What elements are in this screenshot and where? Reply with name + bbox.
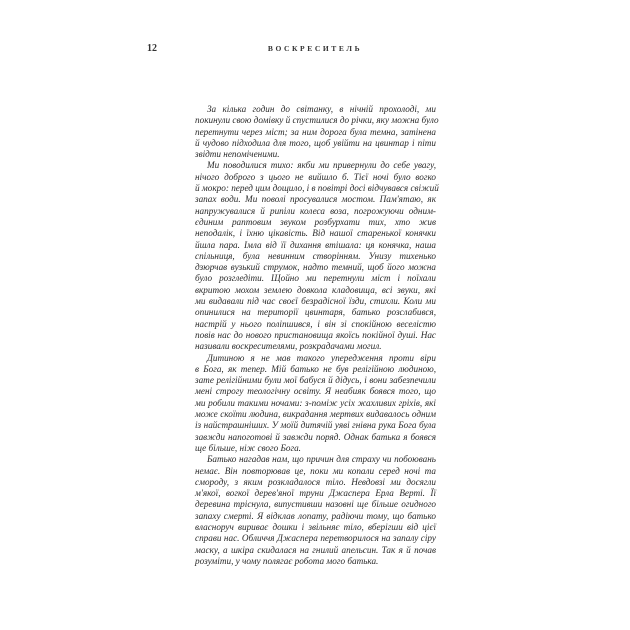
- text-line: розуміти, у чому полягає робота мого батька.: [195, 555, 379, 566]
- paragraph: [195, 160, 439, 352]
- paragraph: [195, 454, 436, 567]
- body-text: [195, 104, 439, 567]
- text-line: опинилися на території цвинтаря, батько розслабився,: [195, 307, 436, 318]
- text-line: вкритою мохом землею довкола кладовища, всі звуки, які: [195, 284, 436, 295]
- text-line: йшла пара. Імла від її дихання втішала: ця конячка, наша: [195, 239, 436, 250]
- text-line: із найстрашніших. У моїй дитячій уяві гнівна рука Бога була: [195, 420, 436, 431]
- text-line: зате релігійними були мої бабуся й дідусь, і вони забезпечили: [195, 375, 436, 386]
- text-line: маску, а шкіра скидалася на гнилий апельсин. Так я й почав: [195, 544, 436, 555]
- text-line: настрій у нього поліпшився, і він зі спокійною веселістю: [195, 318, 436, 329]
- text-line: немає. Він повторював це, поки ми копали серед ночі та: [195, 465, 436, 476]
- text-line: й мокро: перед цим дощило, і в повітрі досі відчувався свіжий: [195, 183, 439, 194]
- text-line: напружувалися й рипіли колеса воза, погрожуючи одним-: [195, 205, 436, 216]
- running-title: ВОСКРЕСИТЕЛЬ: [267, 44, 363, 53]
- text-line: Ми поводилися тихо: якби ми привернули до себе увагу,: [207, 160, 436, 171]
- text-line: м'якої, вогкої дерев'яної труни Джаспера Ерла Верті. Її: [195, 488, 436, 499]
- text-line: неподалік, і їхню цікавість. Від нашої старенької конячки: [195, 228, 436, 239]
- text-line: нічого доброго з цього не вийшло б. Тієї ночі було вогко: [195, 171, 436, 182]
- text-line: Дитиною я не мав такого упередження проти віри: [207, 352, 436, 363]
- text-line: повів нас до нового пристановища якоїсь покійної душі. Нас: [195, 329, 436, 340]
- text-line: було розгледіти. Щойно ми перетнули міст і поїхали: [195, 273, 436, 284]
- text-line: За кілька годин до світанку, в нічній прохолоді, ми: [207, 104, 436, 114]
- text-line: називали воскресителями, розкрадачами могил.: [195, 341, 382, 352]
- text-line: ми видавали під час своєї безрадісної їзди, стихли. Коли ми: [195, 296, 436, 307]
- text-line: запах води. Ми поволі просувалися мостом. Пам'ятаю, як: [195, 194, 436, 205]
- text-line: звідти непоміченими.: [195, 149, 280, 160]
- text-line: в Бога, як тепер. Мій батько не був релігійною людиною,: [195, 363, 436, 374]
- text-line: спільниця, була невинним створінням. Унизу тихенько: [195, 250, 436, 261]
- text-line: смороду, з яким розкладалося тіло. Невдовзі ми досягли: [195, 476, 436, 487]
- text-line: запаху смерті. Я відклав лопату, радіючи тому, що батько: [195, 510, 436, 521]
- text-line: ми робили такими ночами: з-поміж усіх жахливих гріхів, які: [195, 397, 436, 408]
- paragraph: [195, 104, 439, 160]
- text-line: власноруч вириває дошки і звільняє тіло, вберігши від цієї: [195, 521, 436, 532]
- text-line: може скоїти людина, викрадання мертвих видавалось одним: [195, 409, 436, 420]
- text-line: єдиним раптовим звуком розбурхати тих, хто жив: [195, 216, 436, 227]
- text-line: завжди напоготові й завжди поряд. Однак батька я боявся: [195, 431, 436, 442]
- paragraph: [195, 353, 436, 455]
- text-line: дзюрчав вузький струмок, надто темний, щоб його можна: [195, 262, 436, 273]
- text-line: покинули свою домівку й спустилися до річки, яку можна було: [195, 115, 439, 126]
- text-line: ще більше, ніж свого Бога.: [195, 442, 301, 453]
- text-line: справи нас. Обличчя Джаспера перетворилося на запалу сіру: [195, 533, 436, 544]
- text-line: й чудово підходила для того, щоб увійти на цвинтар і піти: [195, 137, 436, 148]
- text-line: деревина тріснула, випустивши назовні ще більше огидного: [195, 499, 436, 510]
- page-number: 12: [147, 43, 157, 54]
- text-line: мені строгу теологічну освіту. Я неабияк боявся того, що: [195, 386, 436, 397]
- text-line: перетнути через міст; за ним дорога була темна, затінена: [195, 126, 436, 137]
- text-line: Батько нагадав нам, що причин для страху чи побоювань: [207, 454, 436, 465]
